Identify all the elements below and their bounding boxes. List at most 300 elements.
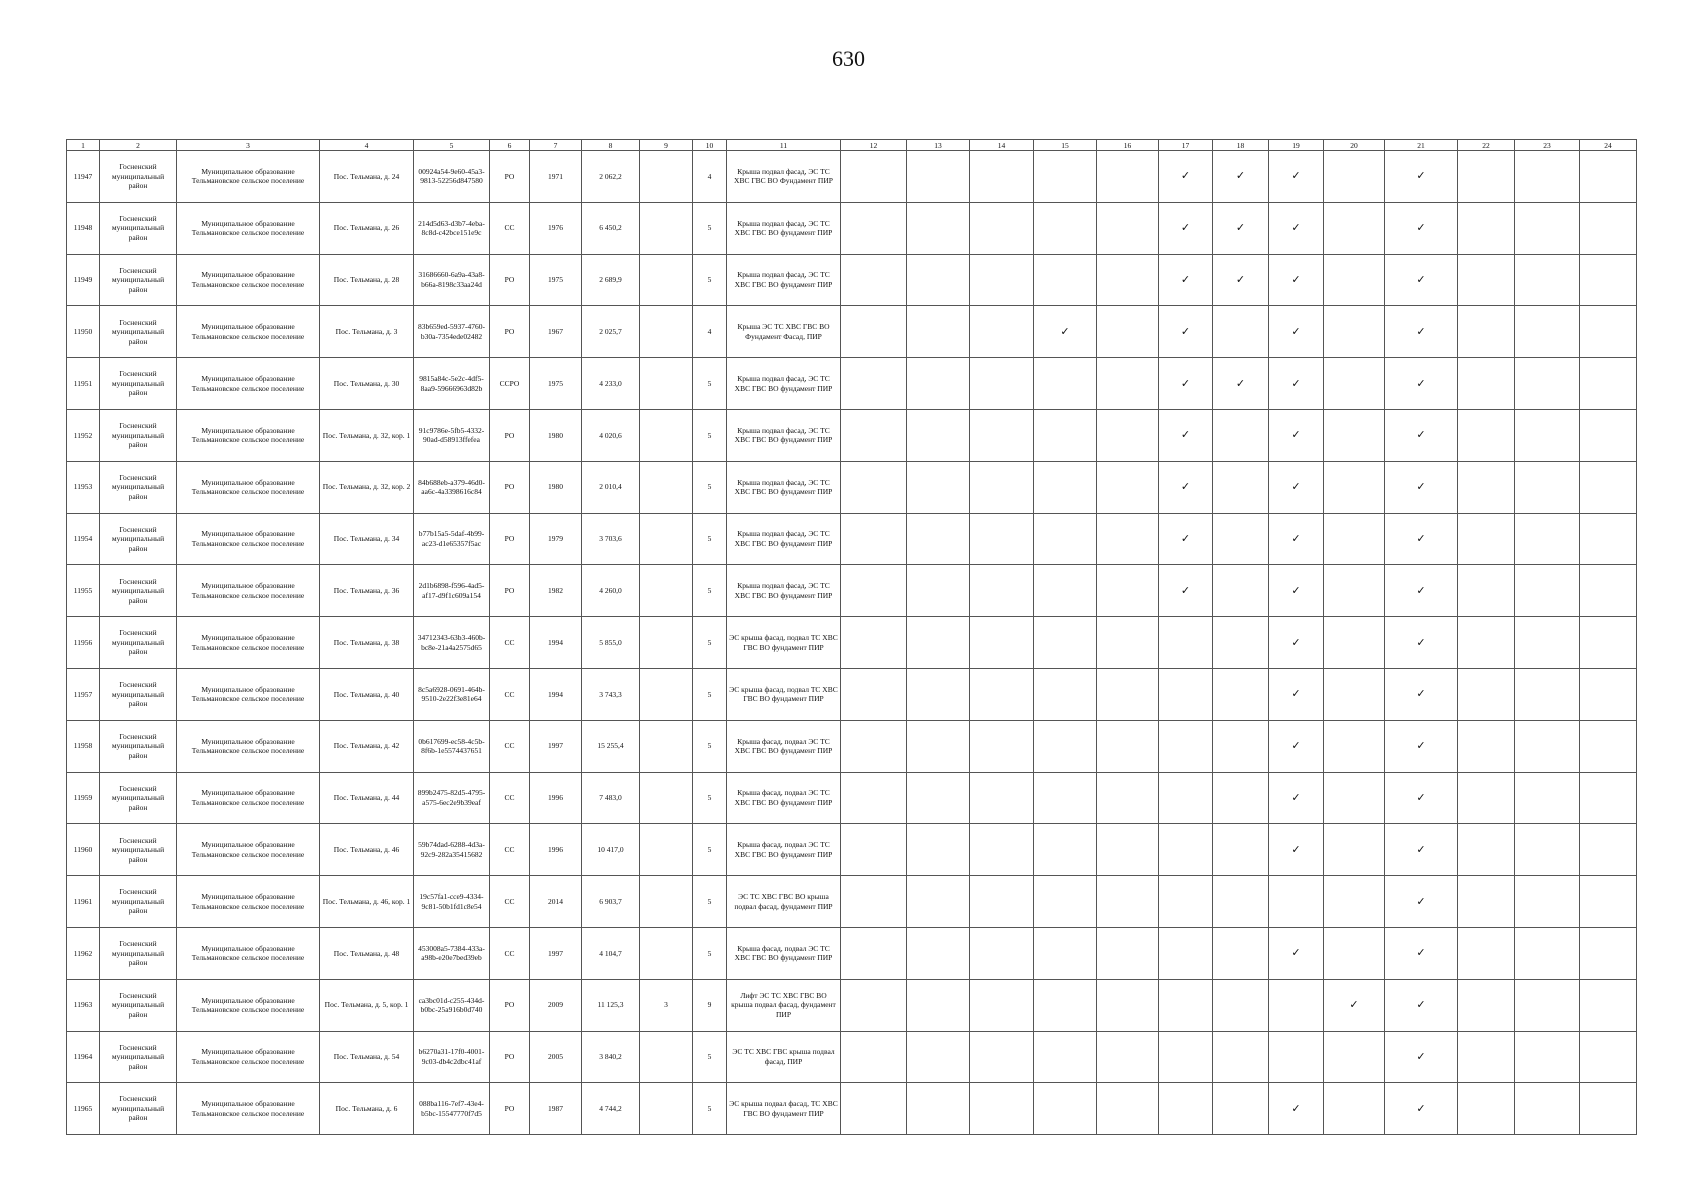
column-number-header: 19	[1269, 140, 1324, 151]
empty-cell	[1458, 876, 1515, 928]
table-row	[67, 306, 1637, 358]
col9-cell	[640, 254, 693, 306]
table-row	[67, 461, 1637, 513]
empty-cell	[1034, 151, 1097, 203]
empty-cell	[1324, 151, 1385, 203]
district-cell: Госненский муниципальный район	[100, 720, 177, 772]
works-cell: Крыша подвал фасад, ЭС ТС ХВС ГВС ВО фундамент ПИР	[727, 565, 841, 617]
check-mark-cell	[1269, 824, 1324, 876]
empty-cell	[970, 565, 1034, 617]
floors-cell: 5	[693, 617, 727, 669]
empty-cell	[970, 668, 1034, 720]
check-icon: ✓	[1416, 480, 1426, 494]
row-id-cell: 11961	[67, 876, 100, 928]
empty-cell	[1458, 409, 1515, 461]
empty-cell	[907, 876, 970, 928]
empty-cell	[841, 565, 907, 617]
column-number-header: 22	[1458, 140, 1515, 151]
empty-cell	[1159, 979, 1213, 1031]
empty-cell	[841, 151, 907, 203]
check-icon: ✓	[1291, 428, 1301, 442]
empty-cell	[1458, 772, 1515, 824]
table-row	[67, 876, 1637, 928]
row-id-cell: 11964	[67, 1031, 100, 1083]
page-number: 630	[832, 46, 865, 71]
empty-cell	[1515, 202, 1580, 254]
col9-cell	[640, 824, 693, 876]
empty-cell	[1159, 617, 1213, 669]
check-icon: ✓	[1416, 894, 1426, 908]
year-cell: 1975	[530, 254, 582, 306]
empty-cell	[907, 617, 970, 669]
empty-cell	[1034, 772, 1097, 824]
col9-cell	[640, 720, 693, 772]
works-cell: ЭС ТС ХВС ГВС ВО крыша подвал фасад, фундамент ПИР	[727, 876, 841, 928]
col9-cell: 3	[640, 979, 693, 1031]
col9-cell	[640, 358, 693, 410]
check-mark-cell	[1159, 202, 1213, 254]
empty-cell	[1580, 979, 1637, 1031]
column-number-header: 13	[907, 140, 970, 151]
empty-cell	[1515, 927, 1580, 979]
district-cell: Госненский муниципальный район	[100, 927, 177, 979]
empty-cell	[1515, 979, 1580, 1031]
district-cell: Госненский муниципальный район	[100, 772, 177, 824]
check-mark-cell	[1385, 979, 1458, 1031]
empty-cell	[907, 513, 970, 565]
check-icon: ✓	[1416, 998, 1426, 1012]
empty-cell	[1515, 668, 1580, 720]
check-mark-cell	[1269, 772, 1324, 824]
floors-cell: 5	[693, 565, 727, 617]
empty-cell	[1580, 876, 1637, 928]
empty-cell	[1159, 876, 1213, 928]
municipality-cell: Муниципальное образование Тельмановское сельское поселение	[177, 513, 320, 565]
empty-cell	[1097, 927, 1159, 979]
empty-cell	[970, 927, 1034, 979]
check-mark-cell	[1385, 617, 1458, 669]
column-number-header: 4	[320, 140, 414, 151]
district-cell: Госненский муниципальный район	[100, 1031, 177, 1083]
empty-cell	[970, 1083, 1034, 1135]
area-cell: 6 903,7	[582, 876, 640, 928]
district-cell: Госненский муниципальный район	[100, 876, 177, 928]
empty-cell	[1034, 254, 1097, 306]
uid-cell: 2d1b6898-f596-4ad5-af17-d9f1c609a154	[414, 565, 490, 617]
empty-cell	[970, 617, 1034, 669]
row-id-cell: 11948	[67, 202, 100, 254]
check-mark-cell	[1269, 409, 1324, 461]
empty-cell	[1580, 772, 1637, 824]
type-cell: РО	[490, 979, 530, 1031]
floors-cell: 5	[693, 409, 727, 461]
address-cell: Пос. Тельмана, д. 26	[320, 202, 414, 254]
empty-cell	[970, 720, 1034, 772]
empty-cell	[1515, 151, 1580, 203]
year-cell: 1980	[530, 461, 582, 513]
year-cell: 1975	[530, 358, 582, 410]
check-mark-cell	[1213, 151, 1269, 203]
municipality-cell: Муниципальное образование Тельмановское сельское поселение	[177, 409, 320, 461]
row-id-cell: 11954	[67, 513, 100, 565]
check-mark-cell	[1213, 358, 1269, 410]
year-cell: 2005	[530, 1031, 582, 1083]
empty-cell	[907, 565, 970, 617]
empty-cell	[1458, 1083, 1515, 1135]
check-mark-cell	[1269, 461, 1324, 513]
works-cell: Крыша ЭС ТС ХВС ГВС ВО Фундамент Фасад, ПИР	[727, 306, 841, 358]
empty-cell	[1458, 979, 1515, 1031]
empty-cell	[907, 254, 970, 306]
empty-cell	[1324, 668, 1385, 720]
type-cell: РО	[490, 151, 530, 203]
table-row	[67, 358, 1637, 410]
check-icon: ✓	[1235, 376, 1246, 390]
empty-cell	[1213, 306, 1269, 358]
empty-cell	[1159, 927, 1213, 979]
empty-cell	[1324, 1031, 1385, 1083]
check-mark-cell	[1385, 151, 1458, 203]
area-cell: 7 483,0	[582, 772, 640, 824]
check-icon: ✓	[1291, 739, 1301, 753]
check-icon: ✓	[1291, 272, 1301, 286]
address-cell: Пос. Тельмана, д. 3	[320, 306, 414, 358]
check-icon: ✓	[1416, 1101, 1426, 1115]
check-icon: ✓	[1180, 583, 1191, 597]
empty-cell	[841, 254, 907, 306]
empty-cell	[1515, 824, 1580, 876]
col9-cell	[640, 772, 693, 824]
type-cell: РО	[490, 565, 530, 617]
empty-cell	[1324, 824, 1385, 876]
empty-cell	[1458, 824, 1515, 876]
empty-cell	[970, 306, 1034, 358]
check-mark-cell	[1385, 461, 1458, 513]
empty-cell	[841, 772, 907, 824]
year-cell: 1979	[530, 513, 582, 565]
table-row	[67, 513, 1637, 565]
type-cell: СС	[490, 772, 530, 824]
col9-cell	[640, 668, 693, 720]
check-mark-cell	[1385, 565, 1458, 617]
empty-cell	[841, 876, 907, 928]
empty-cell	[841, 720, 907, 772]
municipality-cell: Муниципальное образование Тельмановское сельское поселение	[177, 306, 320, 358]
empty-cell	[1458, 617, 1515, 669]
column-number-header: 3	[177, 140, 320, 151]
empty-cell	[1458, 668, 1515, 720]
year-cell: 1994	[530, 668, 582, 720]
empty-cell	[1213, 1083, 1269, 1135]
municipality-cell: Муниципальное образование Тельмановское сельское поселение	[177, 720, 320, 772]
area-cell: 6 450,2	[582, 202, 640, 254]
floors-cell: 5	[693, 202, 727, 254]
empty-cell	[1097, 979, 1159, 1031]
type-cell: РО	[490, 1083, 530, 1135]
works-cell: ЭС крыша фасад, подвал ТС ХВС ГВС ВО фундамент ПИР	[727, 668, 841, 720]
empty-cell	[1458, 1031, 1515, 1083]
empty-cell	[841, 1083, 907, 1135]
check-icon: ✓	[1416, 687, 1426, 701]
empty-cell	[1515, 254, 1580, 306]
check-icon: ✓	[1416, 169, 1426, 183]
floors-cell: 5	[693, 1031, 727, 1083]
column-number-header: 20	[1324, 140, 1385, 151]
uid-cell: 00924a54-9e60-45a3-9813-52256d847580	[414, 151, 490, 203]
empty-cell	[1097, 358, 1159, 410]
empty-cell	[1213, 461, 1269, 513]
empty-cell	[1213, 668, 1269, 720]
empty-cell	[1097, 254, 1159, 306]
table-row	[67, 720, 1637, 772]
empty-cell	[907, 358, 970, 410]
empty-cell	[1515, 720, 1580, 772]
floors-cell: 5	[693, 927, 727, 979]
col9-cell	[640, 202, 693, 254]
empty-cell	[1580, 720, 1637, 772]
district-cell: Госненский муниципальный район	[100, 979, 177, 1031]
empty-cell	[841, 1031, 907, 1083]
empty-cell	[1580, 306, 1637, 358]
check-icon: ✓	[1235, 272, 1246, 286]
floors-cell: 5	[693, 254, 727, 306]
municipality-cell: Муниципальное образование Тельмановское сельское поселение	[177, 202, 320, 254]
empty-cell	[1515, 409, 1580, 461]
check-mark-cell	[1385, 513, 1458, 565]
year-cell: 1994	[530, 617, 582, 669]
address-cell: Пос. Тельмана, д. 32, кор. 1	[320, 409, 414, 461]
floors-cell: 5	[693, 513, 727, 565]
floors-cell: 5	[693, 824, 727, 876]
check-mark-cell	[1385, 927, 1458, 979]
empty-cell	[907, 668, 970, 720]
check-icon: ✓	[1416, 428, 1426, 442]
empty-cell	[1515, 513, 1580, 565]
check-mark-cell	[1159, 461, 1213, 513]
check-icon: ✓	[1180, 272, 1191, 286]
column-number-row	[67, 140, 1637, 151]
empty-cell	[841, 513, 907, 565]
check-mark-cell	[1269, 565, 1324, 617]
empty-cell	[970, 772, 1034, 824]
empty-cell	[1213, 565, 1269, 617]
row-id-cell: 11958	[67, 720, 100, 772]
works-cell: ЭС ТС ХВС ГВС крыша подвал фасад, ПИР	[727, 1031, 841, 1083]
check-mark-cell	[1159, 358, 1213, 410]
empty-cell	[1034, 409, 1097, 461]
empty-cell	[1580, 202, 1637, 254]
area-cell: 3 743,3	[582, 668, 640, 720]
empty-cell	[1159, 720, 1213, 772]
column-number-header: 10	[693, 140, 727, 151]
table-row	[67, 151, 1637, 203]
empty-cell	[1515, 1031, 1580, 1083]
empty-cell	[1324, 876, 1385, 928]
empty-cell	[1580, 927, 1637, 979]
empty-cell	[1159, 824, 1213, 876]
municipality-cell: Муниципальное образование Тельмановское сельское поселение	[177, 358, 320, 410]
floors-cell: 5	[693, 461, 727, 513]
col9-cell	[640, 409, 693, 461]
type-cell: РО	[490, 1031, 530, 1083]
table-row	[67, 824, 1637, 876]
table-row	[67, 979, 1637, 1031]
row-id-cell: 11951	[67, 358, 100, 410]
uid-cell: 9815a84c-5e2c-4df5-8aa9-59666963d82b	[414, 358, 490, 410]
table-row	[67, 565, 1637, 617]
address-cell: Пос. Тельмана, д. 38	[320, 617, 414, 669]
district-cell: Госненский муниципальный район	[100, 1083, 177, 1135]
check-icon: ✓	[1060, 324, 1070, 338]
address-cell: Пос. Тельмана, д. 5, кор. 1	[320, 979, 414, 1031]
empty-cell	[1213, 824, 1269, 876]
empty-cell	[970, 358, 1034, 410]
type-cell: СС	[490, 668, 530, 720]
works-cell: Крыша подвал фасад, ЭС ТС ХВС ГВС ВО фундамент ПИР	[727, 358, 841, 410]
check-icon: ✓	[1291, 583, 1301, 597]
empty-cell	[1324, 461, 1385, 513]
type-cell: РО	[490, 409, 530, 461]
empty-cell	[1458, 254, 1515, 306]
works-cell: Крыша подвал фасад, ЭС ТС ХВС ГВС ВО фундамент ПИР	[727, 513, 841, 565]
area-cell: 3 840,2	[582, 1031, 640, 1083]
check-icon: ✓	[1416, 583, 1426, 597]
empty-cell	[907, 306, 970, 358]
empty-cell	[1515, 876, 1580, 928]
empty-cell	[1097, 876, 1159, 928]
check-icon: ✓	[1291, 480, 1301, 494]
check-mark-cell	[1159, 565, 1213, 617]
floors-cell: 5	[693, 720, 727, 772]
check-mark-cell	[1385, 409, 1458, 461]
works-cell: Крыша подвал фасад, ЭС ТС ХВС ГВС ВО фундамент ПИР	[727, 254, 841, 306]
year-cell: 1971	[530, 151, 582, 203]
check-mark-cell	[1269, 306, 1324, 358]
empty-cell	[1097, 1031, 1159, 1083]
empty-cell	[1034, 202, 1097, 254]
check-mark-cell	[1385, 772, 1458, 824]
type-cell: СС	[490, 720, 530, 772]
empty-cell	[970, 151, 1034, 203]
floors-cell: 9	[693, 979, 727, 1031]
check-mark-cell	[1269, 617, 1324, 669]
empty-cell	[1213, 772, 1269, 824]
table-body	[67, 151, 1637, 1135]
empty-cell	[841, 617, 907, 669]
check-mark-cell	[1385, 358, 1458, 410]
municipality-cell: Муниципальное образование Тельмановское сельское поселение	[177, 1031, 320, 1083]
municipality-cell: Муниципальное образование Тельмановское сельское поселение	[177, 617, 320, 669]
empty-cell	[1097, 409, 1159, 461]
col9-cell	[640, 565, 693, 617]
type-cell: СС	[490, 876, 530, 928]
district-cell: Госненский муниципальный район	[100, 824, 177, 876]
check-icon: ✓	[1180, 221, 1191, 235]
district-cell: Госненский муниципальный район	[100, 254, 177, 306]
column-number-header: 1	[67, 140, 100, 151]
empty-cell	[1458, 720, 1515, 772]
type-cell: СС	[490, 202, 530, 254]
empty-cell	[1034, 876, 1097, 928]
floors-cell: 5	[693, 358, 727, 410]
empty-cell	[1097, 306, 1159, 358]
check-icon: ✓	[1235, 169, 1246, 183]
empty-cell	[1324, 720, 1385, 772]
empty-cell	[1159, 1031, 1213, 1083]
empty-cell	[970, 824, 1034, 876]
check-mark-cell	[1159, 409, 1213, 461]
column-number-header: 11	[727, 140, 841, 151]
empty-cell	[1097, 513, 1159, 565]
check-icon: ✓	[1291, 946, 1301, 960]
empty-cell	[970, 254, 1034, 306]
year-cell: 1996	[530, 772, 582, 824]
empty-cell	[1458, 461, 1515, 513]
type-cell: ССРО	[490, 358, 530, 410]
year-cell: 2014	[530, 876, 582, 928]
district-cell: Госненский муниципальный район	[100, 668, 177, 720]
row-id-cell: 11963	[67, 979, 100, 1031]
empty-cell	[1034, 513, 1097, 565]
column-number-header: 16	[1097, 140, 1159, 151]
works-cell: ЭС крыша подвал фасад, ТС ХВС ГВС ВО фундамент ПИР	[727, 1083, 841, 1135]
empty-cell	[907, 824, 970, 876]
check-icon: ✓	[1291, 1101, 1301, 1115]
check-icon: ✓	[1416, 531, 1426, 545]
empty-cell	[1097, 151, 1159, 203]
type-cell: РО	[490, 254, 530, 306]
check-mark-cell	[1324, 979, 1385, 1031]
row-id-cell: 11947	[67, 151, 100, 203]
empty-cell	[1097, 617, 1159, 669]
check-mark-cell	[1269, 151, 1324, 203]
empty-cell	[1324, 358, 1385, 410]
empty-cell	[1034, 927, 1097, 979]
empty-cell	[1097, 202, 1159, 254]
type-cell: СС	[490, 617, 530, 669]
empty-cell	[1515, 461, 1580, 513]
district-cell: Госненский муниципальный район	[100, 565, 177, 617]
empty-cell	[1034, 668, 1097, 720]
check-icon: ✓	[1291, 687, 1301, 701]
empty-cell	[1159, 772, 1213, 824]
area-cell: 4 020,6	[582, 409, 640, 461]
check-icon: ✓	[1180, 376, 1191, 390]
year-cell: 1996	[530, 824, 582, 876]
empty-cell	[1580, 254, 1637, 306]
works-cell: Лифт ЭС ТС ХВС ГВС ВО крыша подвал фасад, фундамент ПИР	[727, 979, 841, 1031]
empty-cell	[1269, 876, 1324, 928]
table-row	[67, 772, 1637, 824]
empty-cell	[1213, 617, 1269, 669]
empty-cell	[1515, 565, 1580, 617]
check-mark-cell	[1159, 151, 1213, 203]
check-icon: ✓	[1235, 221, 1246, 235]
check-mark-cell	[1385, 202, 1458, 254]
municipality-cell: Муниципальное образование Тельмановское сельское поселение	[177, 151, 320, 203]
empty-cell	[970, 979, 1034, 1031]
empty-cell	[1515, 1083, 1580, 1135]
municipality-cell: Муниципальное образование Тельмановское сельское поселение	[177, 668, 320, 720]
col9-cell	[640, 513, 693, 565]
empty-cell	[907, 772, 970, 824]
empty-cell	[1034, 979, 1097, 1031]
floors-cell: 5	[693, 1083, 727, 1135]
uid-cell: b6270a31-17f0-4001-9c03-db4c2dbc41af	[414, 1031, 490, 1083]
empty-cell	[841, 461, 907, 513]
floors-cell: 5	[693, 772, 727, 824]
check-mark-cell	[1159, 254, 1213, 306]
